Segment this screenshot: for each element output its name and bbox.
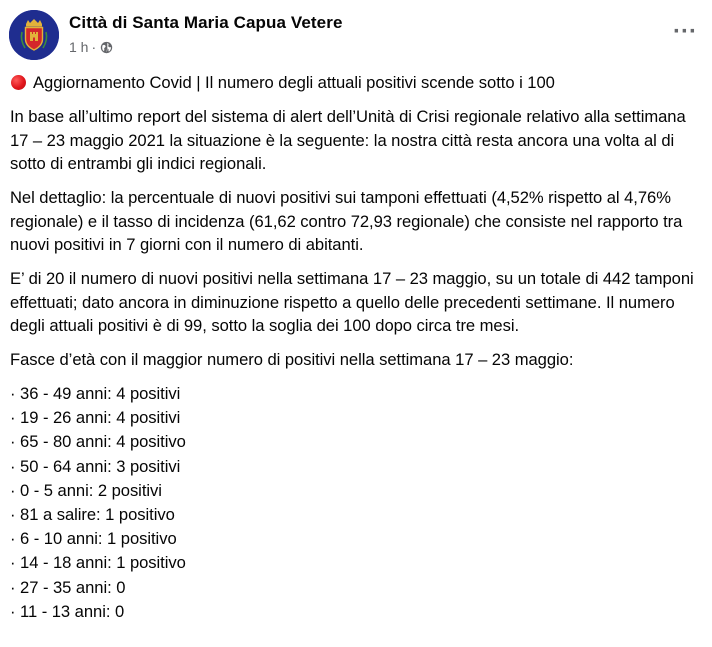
list-item: · 50 - 64 anni: 3 positivi bbox=[10, 456, 181, 476]
avatar[interactable] bbox=[9, 10, 59, 60]
list-item: · 65 - 80 anni: 4 positivo bbox=[10, 432, 186, 452]
post-title bbox=[10, 71, 704, 95]
more-horizontal-icon: ··· bbox=[673, 18, 697, 45]
post-title-text: Aggiornamento Covid | Il numero degli attuali positivi scende sotto i 100 bbox=[33, 73, 555, 92]
list-item: · 19 - 26 anni: 4 positivi bbox=[10, 408, 181, 428]
paragraph-new-cases: E’ di 20 il numero di nuovi positivi nella settimana 17 – 23 maggio, su un totale di 442 tamponi effettuati; dato ancora in diminuzione rispetto a quello delle precedenti settimane. Il numero degli attuali positivi è di 99, sotto la soglia dei 100 dopo circa tre mesi. bbox=[10, 269, 694, 335]
post-header bbox=[9, 10, 703, 62]
post-content bbox=[10, 71, 704, 624]
paragraph-details: Nel dettaglio: la percentuale di nuovi positivi sui tamponi effettuati (4,52% rispetto al 4,76% regionale) e il tasso di incidenza (61,62 contro 72,93 regionale) che consiste nel rapporto tra nuovi positivi in 7 giorni con il numero di abitanti. bbox=[10, 188, 683, 254]
more-options-button[interactable] bbox=[671, 18, 699, 45]
red-circle-icon bbox=[11, 75, 26, 90]
post-time[interactable]: 1 h bbox=[69, 39, 89, 55]
age-group-list bbox=[10, 382, 704, 624]
list-item: · 14 - 18 anni: 1 positivo bbox=[10, 553, 186, 573]
list-item: · 36 - 49 anni: 4 positivi bbox=[10, 384, 181, 403]
meta-separator: · bbox=[91, 39, 97, 55]
globe-icon[interactable] bbox=[100, 41, 113, 54]
list-item: · 6 - 10 anni: 1 positivo bbox=[10, 529, 177, 549]
page-name[interactable]: Città di Santa Maria Capua Vetere bbox=[69, 13, 343, 32]
list-item: · 27 - 35 anni: 0 bbox=[10, 577, 126, 597]
list-item: · 0 - 5 anni: 2 positivi bbox=[10, 480, 162, 500]
city-crest-icon bbox=[9, 10, 59, 60]
paragraph-report: In base all’ultimo report del sistema di alert dell’Unità di Crisi regionale relativo alla settimana 17 – 23 maggio 2021 la situazione è la seguente: la nostra città resta ancora una volta al di sotto di entrambi gli indici regionali. bbox=[10, 107, 686, 173]
list-item: · 11 - 13 anni: 0 bbox=[10, 601, 125, 621]
paragraph-age-intro: Fasce d’età con il maggior numero di positivi nella settimana 17 – 23 maggio: bbox=[10, 350, 574, 369]
list-item: · 81 a salire: 1 positivo bbox=[10, 505, 175, 525]
post-meta bbox=[69, 39, 113, 55]
